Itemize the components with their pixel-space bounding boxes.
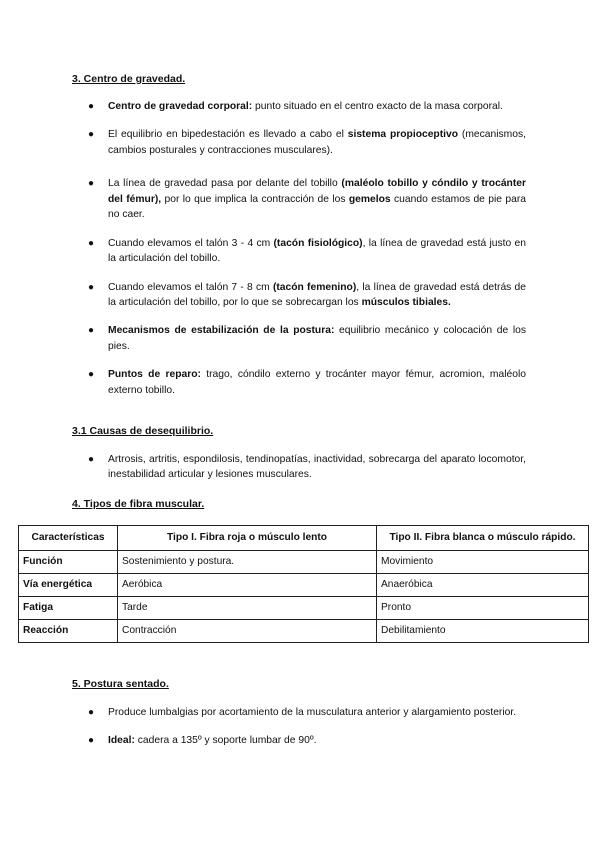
text: trago, cóndilo externo y trocánter mayor fémur, acromion, maléolo externo tobillo. [108,369,526,396]
table-cell: Anaeróbica [377,574,589,597]
table-cell-label: Reacción [19,620,118,643]
table-header-row [19,526,589,551]
table-header-tipo-1: Tipo I. Fibra roja o músculo lento [118,526,377,551]
bold-text: Puntos de reparo: [108,369,201,381]
list-item [88,280,526,311]
table-row [19,620,589,643]
text: cadera a 135º y soporte lumbar de 90º. [134,735,317,747]
bullet-icon: ● [88,178,95,190]
list-centro-gravedad [88,99,526,398]
text: Cuando elevamos el talón 7 - 8 cm [108,281,273,293]
text: cuando estamos de pie para no caer. [108,193,526,221]
bold-text: sistema propioceptivo [347,129,459,141]
bullet-icon: ● [88,129,95,141]
text: (mecanismos, cambios posturales y contracciones musculares). [108,129,526,156]
table-cell: Tarde [118,597,377,620]
heading-centro-gravedad: 3. Centro de gravedad. [72,73,186,85]
bullet-icon: ● [88,325,95,337]
bold-text: músculos tibiales. [361,296,451,308]
table-cell: Contracción [118,620,377,643]
text: por lo que implica la contracción de los [161,193,349,205]
list-item [88,99,526,114]
bold-text: gemelos [348,193,391,205]
list-item [88,176,526,222]
table-header-caracteristicas: Características [19,526,118,551]
table-row [19,551,589,574]
list-item [88,367,526,398]
table-cell-label: Vía energética [19,574,118,597]
heading-postura-sentado: 5. Postura sentado. [72,678,169,690]
table-row [19,597,589,620]
list-item [88,452,526,483]
text: , la línea de gravedad está justo en la articulación del tobillo. [108,237,526,265]
heading-causas-desequilibrio: 3.1 Causas de desequilibrio. [72,425,214,437]
table-header-tipo-2: Tipo II. Fibra blanca o músculo rápido. [377,526,589,551]
bullet-icon: ● [88,707,95,718]
bold-text: (tacón femenino) [272,281,357,293]
bold-text: (maléolo tobillo y cóndilo y trocánter del fémur), [108,178,527,205]
list-causas-desequilibrio [88,452,526,483]
table-cell: Movimiento [377,551,589,574]
table-cell: Debilitamiento [377,620,589,643]
bullet-icon: ● [88,237,95,249]
bullet-icon: ● [88,101,95,112]
text: Cuando elevamos el talón 3 - 4 cm [108,237,274,249]
table-cell: Sostenimiento y postura. [118,551,377,574]
table-cell-label: Fatiga [19,597,118,620]
table-row [19,574,589,597]
text: La línea de gravedad pasa por delante del tobillo [108,178,342,190]
fiber-types-table [18,525,589,643]
bullet-icon: ● [88,369,95,381]
text: , la línea de gravedad está detrás de la articulación del tobillo, por lo que se sobrecargan los [108,281,527,308]
bold-text: Mecanismos de estabilización de la postura: [108,325,335,337]
text: El equilibrio en bipedestación es llevado a cabo el [108,129,348,141]
bullet-icon: ● [88,735,95,747]
table-cell: Pronto [377,597,589,620]
list-item [88,705,526,720]
list-item [88,323,526,354]
bold-text: Ideal: [108,735,135,747]
text: Artrosis, artritis, espondilosis, tendinopatías, inactividad, sobrecarga del aparato locomotor, inestabilidad articular y lesiones musculares. [108,454,526,481]
bold-text: Centro de gravedad corporal: [108,101,253,112]
bullet-icon: ● [88,281,95,293]
bold-text: (tacón fisiológico) [273,237,363,249]
text: punto situado en el centro exacto de la masa corporal. [252,101,503,112]
table-cell-label: Función [19,551,118,574]
list-item [88,733,526,748]
heading-tipos-fibra: 4. Tipos de fibra muscular. [72,498,205,510]
list-item [88,127,526,158]
table-cell: Aeróbica [118,574,377,597]
bullet-icon: ● [88,454,95,465]
text: equilibrio mecánico y colocación de los pies. [108,325,526,352]
list-item [88,236,526,267]
text: Produce lumbalgias por acortamiento de la musculatura anterior y alargamiento posterior. [108,707,517,718]
list-postura-sentado [88,705,526,749]
